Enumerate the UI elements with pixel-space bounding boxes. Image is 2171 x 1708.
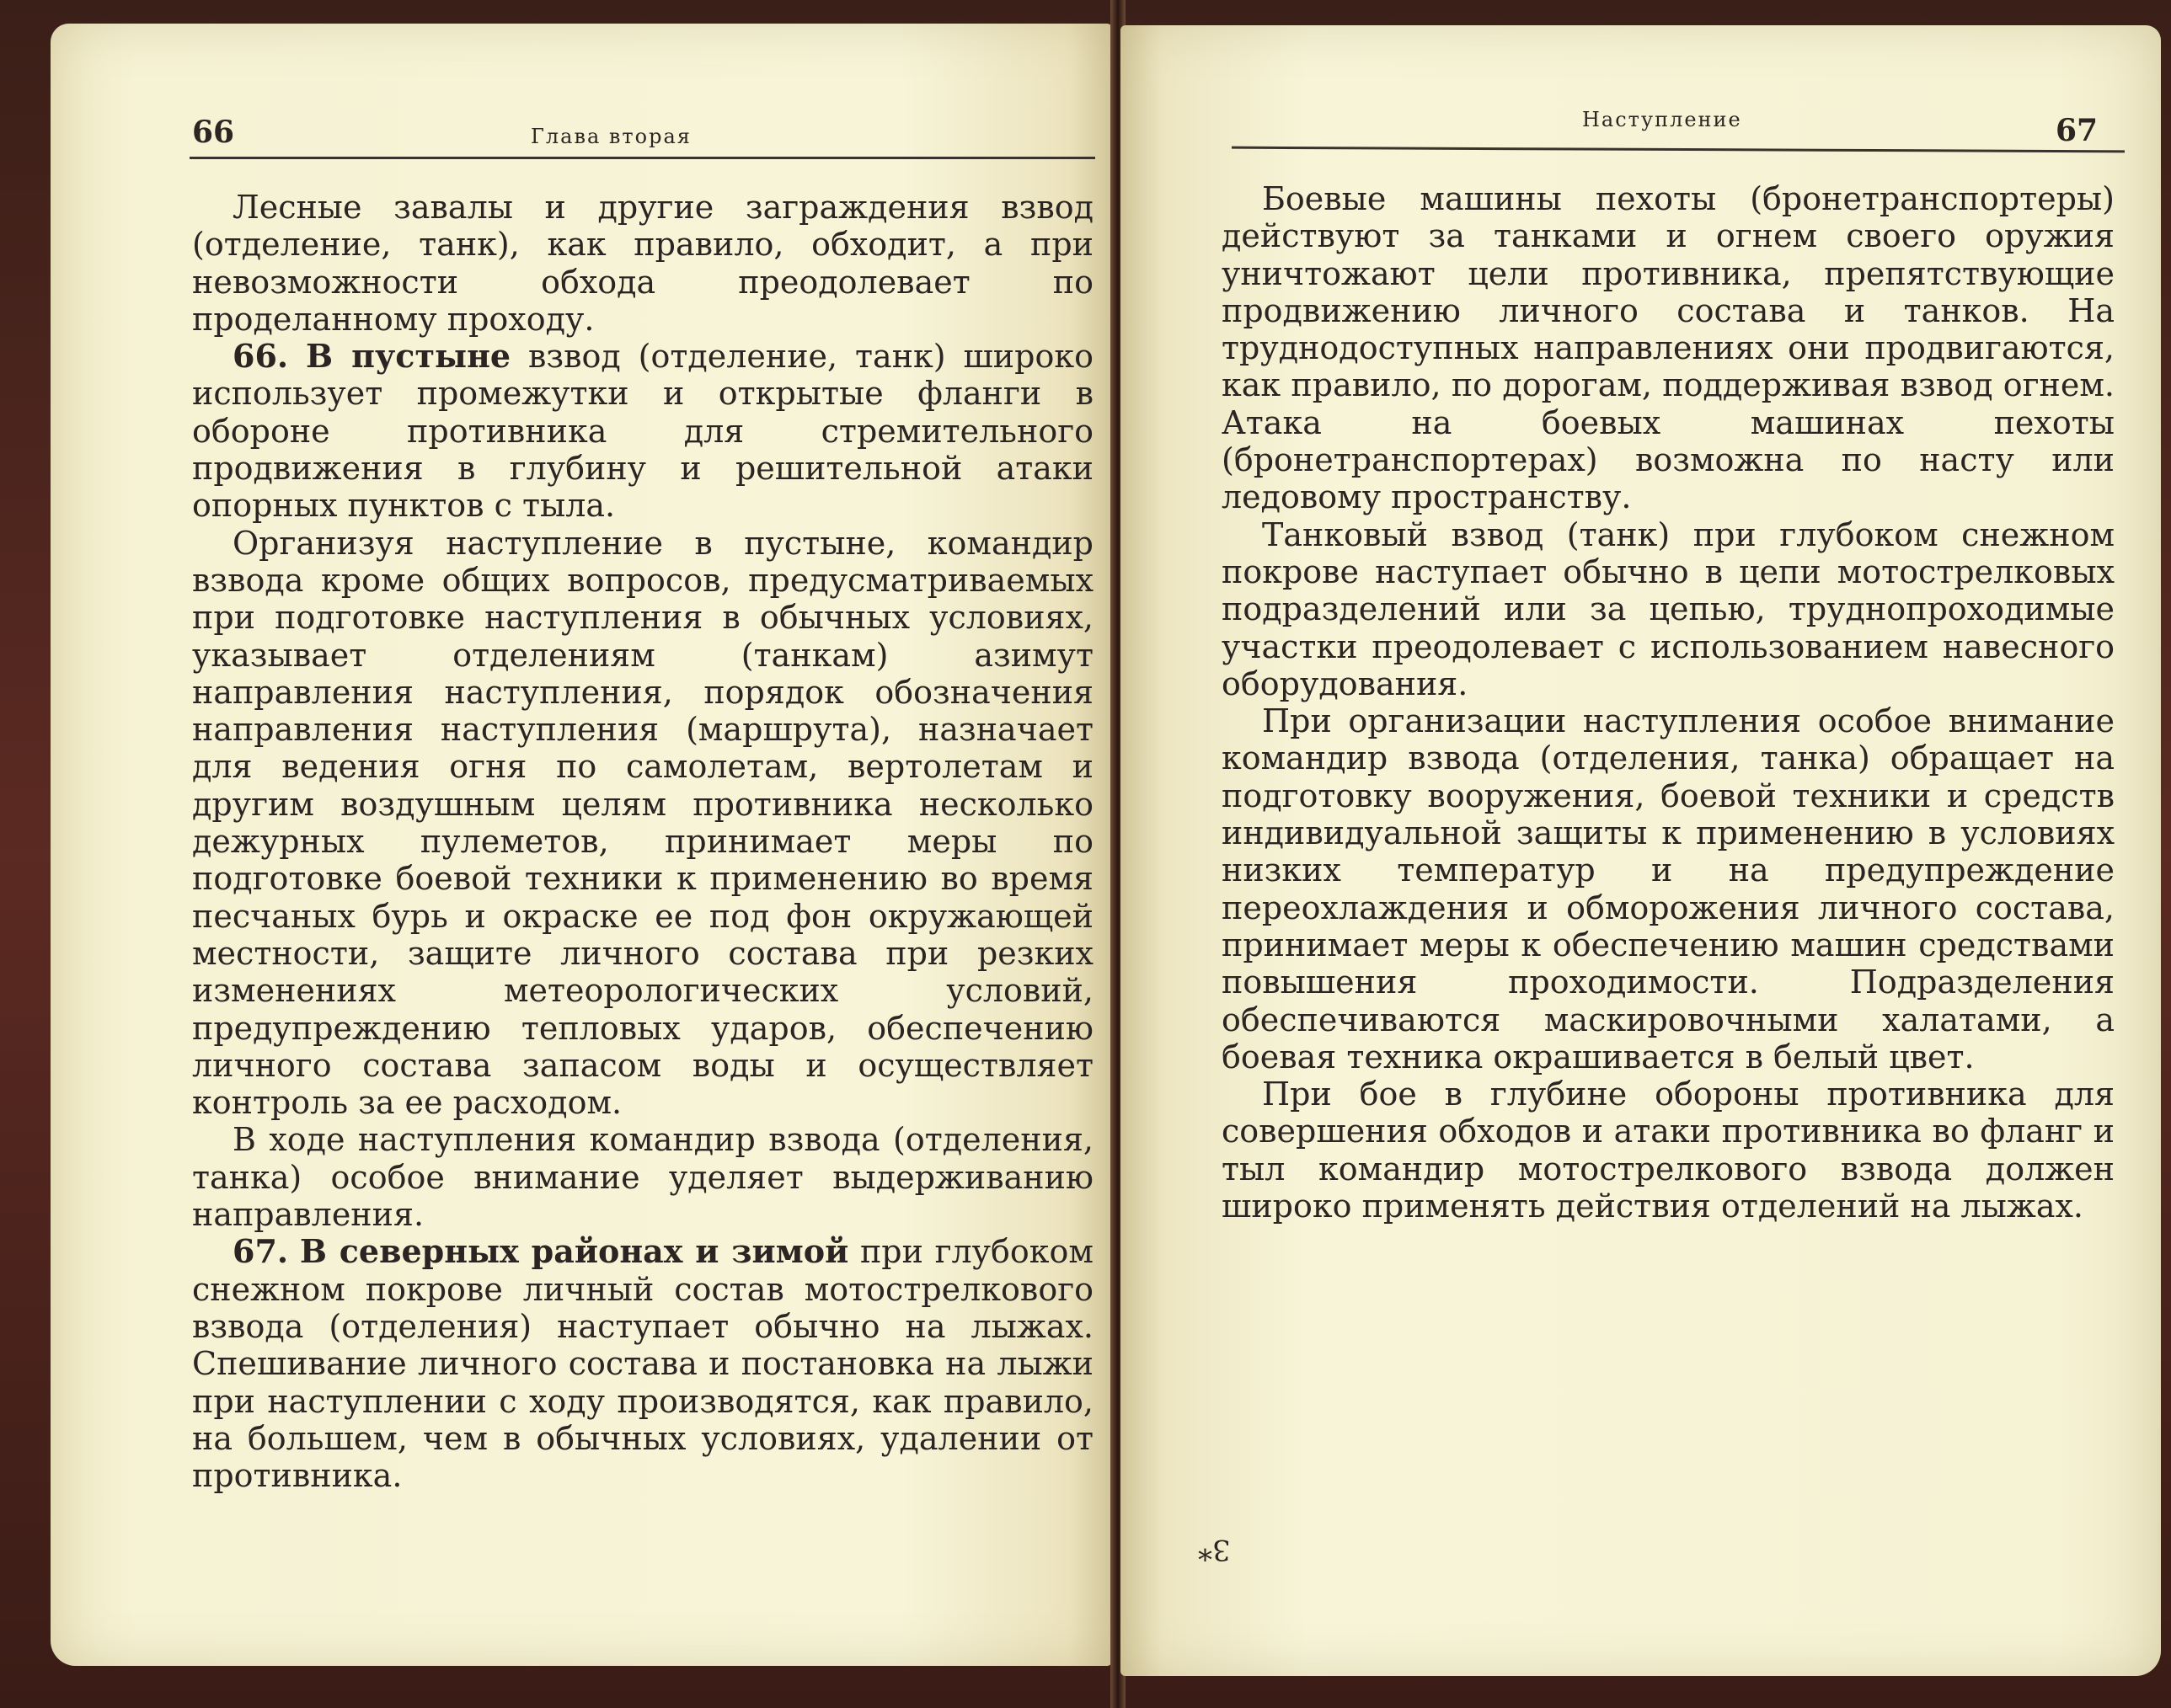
running-head: Наступление <box>1582 108 1742 131</box>
section-lead: В северных районах и зимой <box>299 1232 849 1271</box>
section-number: 66. <box>233 337 289 376</box>
header-rule <box>1232 147 2125 153</box>
paragraph: 66. В пустыне взвод (отделение, танк) широко использует промежутки и открытые фланги в обороне противника для стремительного продвижения в глубину и решительной атаки опорных пунктов с тыла. <box>192 337 1094 525</box>
paragraph: Организуя наступление в пустыне, командир взвода кроме общих вопросов, предусматриваемых при подготовке наступления в обычных условиях, указывает отделениям (танкам) азимут направления наступления, порядок обозначения направления наступления (маршрута), назначает для ведения огня по самолетам, вертолетам и другим воздушным целям противника несколько дежурных пулеметов, принимает меры по подготовке боевой техники к применению во время песчаных бурь и окраске ее под фон окружающей местности, защите личного состава при резких изменениях метеорологических условий, предупреждению тепловых ударов, обеспечению личного состава запасом воды и осуществляет контроль за ее расходом. <box>192 524 1094 1122</box>
right-page <box>1120 25 2161 1676</box>
section-lead: В пустыне <box>306 337 511 376</box>
paragraph: При бое в глубине обороны противника для совершения обходов и атаки противника во фланг и тыл командир мотострелкового взвода должен широко применять действия отделений на лыжах. <box>1222 1076 2115 1225</box>
header-rule <box>190 157 1095 159</box>
section-number: 67. <box>233 1232 289 1271</box>
left-page <box>51 24 1112 1666</box>
signature-mark: 3* <box>1198 1533 1231 1567</box>
paragraph: Лесные завалы и другие заграждения взвод (отделение, танк), как правило, обходит, а при невозможности обхода преодолевает по проделанному проходу. <box>192 189 1094 338</box>
paragraph: В ходе наступления командир взвода (отделения, танка) особое внимание уделяет выдерживанию направления. <box>192 1121 1094 1234</box>
running-head: Глава вторая <box>531 125 692 148</box>
right-body-text <box>1222 180 2115 1225</box>
paragraph: При организации наступления особое внимание командир взвода (отделения, танка) обращает на подготовку вооружения, боевой техники и средств индивидуальной защиты к применению в условиях низких температур и на предупреждение переохлаждения и обморожения личного состава, принимает меры к обеспечению машин средствами повышения проходимости. Подразделения обеспечиваются маскировочными халатами, а боевая техника окрашивается в белый цвет. <box>1222 702 2115 1076</box>
page-number: 67 <box>2056 113 2099 148</box>
page-number: 66 <box>192 115 235 150</box>
paragraph: Боевые машины пехоты (бронетранспортеры) действуют за танками и огнем своего оружия уничтожают цели противника, препятствующие продвижению личного состава и танков. На труднодоступных направлениях они продвигаются, как правило, по дорогам, поддерживая взвод огнем. Атака на боевых машинах пехоты (бронетранспортерах) возможна по насту или ледовому пространству. <box>1222 180 2115 516</box>
left-body-text <box>192 189 1094 1494</box>
paragraph: 67. В северных районах и зимой при глубоком снежном покрове личный состав мотострелкового взвода (отделения) наступает обычно на лыжах. Спешивание личного состава и постановка на лыжи при наступлении с ходу производятся, как правило, на большем, чем в обычных условиях, удалении от противника. <box>192 1232 1094 1495</box>
paragraph: Танковый взвод (танк) при глубоком снежном покрове наступает обычно в цепи мотострелковых подразделений или за цепью, труднопроходимые участки преодолевает с использованием навесного оборудования. <box>1222 515 2115 702</box>
